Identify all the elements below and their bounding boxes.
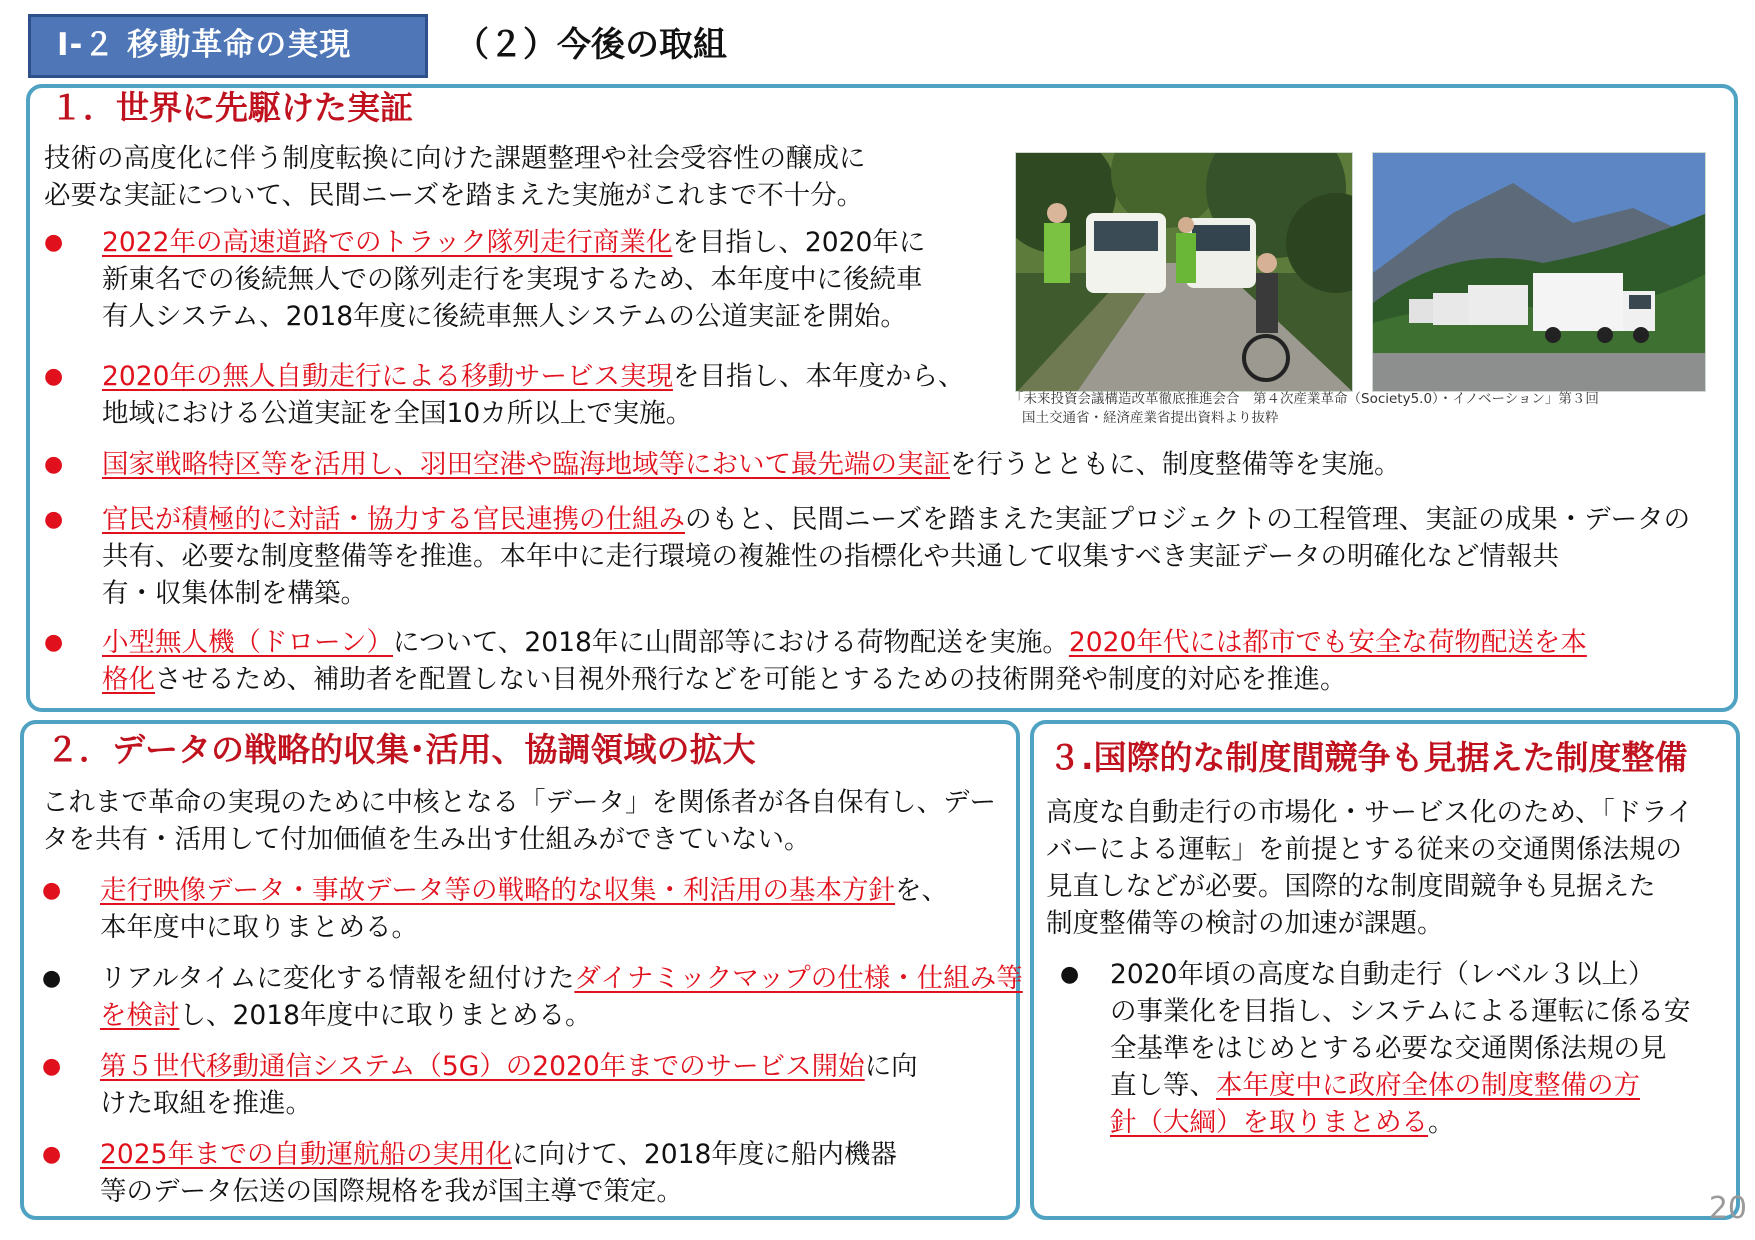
page-subtitle: （２）今後の取組 bbox=[455, 25, 727, 65]
page-number: 20 bbox=[1708, 1191, 1747, 1226]
truck-photo-illustration bbox=[1373, 153, 1706, 392]
section2-bullet-4 bbox=[42, 1136, 1012, 1210]
section2-bullet-3-text: に向 bbox=[864, 1051, 918, 1082]
section2-bullet-2-text: リアルタイムに変化する情報を紐付けた bbox=[100, 963, 575, 994]
section2-bullet-4-text: に向けて、2018年度に船内機器 bbox=[511, 1139, 897, 1170]
section2-bullet-3-highlight: 第５世代移動通信システム（5G）の2020年までのサービス開始 bbox=[100, 1051, 865, 1082]
bullet-dot-icon: ● bbox=[42, 1054, 62, 1079]
section3-bullet-1-line1: 2020年頃の高度な自動走行（レベル３以上） bbox=[1110, 959, 1655, 990]
section1-bullet-2 bbox=[44, 358, 1004, 432]
section2-bullet-1-highlight: 走行映像データ・事故データ等の戦略的な収集・利活用の基本方針 bbox=[100, 875, 895, 906]
section3-bullet-1-line4: 直し等、 bbox=[1110, 1070, 1216, 1101]
section1-bullet-2-text: を目指し、本年度から、 bbox=[672, 361, 965, 392]
section3-bullet-1-line5: 。 bbox=[1428, 1107, 1455, 1138]
section1-bullet-4-highlight: 官民が積極的に対話・協力する官民連携の仕組み bbox=[102, 504, 685, 535]
section2-intro-line2: タを共有・活用して付加価値を生み出す仕組みができていない。 bbox=[42, 824, 811, 855]
section1-bullet-5-highlight-3: 格化 bbox=[102, 664, 155, 695]
bullet-dot-icon: ● bbox=[44, 364, 64, 389]
section3-bullet-1-line2: の事業化を目指し、システムによる運転に係る安 bbox=[1110, 996, 1691, 1027]
section1-bullet-1-highlight: 2022年の高速道路でのトラック隊列走行商業化 bbox=[102, 227, 673, 258]
section3-intro-line2: バーによる運転」を前提とする従来の交通関係法規の bbox=[1046, 834, 1682, 865]
section-tag: Ⅰ-２ 移動革命の実現 bbox=[28, 14, 428, 78]
section1-bullet-5-text: について、2018年に山間部等における荷物配送を実施。 bbox=[392, 627, 1069, 658]
section3-title: ３.国際的な制度間競争も見据えた制度整備 bbox=[1048, 738, 1688, 777]
photo-caption-line1: 「未来投資会議構造改革徹底推進会合 第４次産業革命（Society5.0）・イノベーション」第３回 bbox=[1010, 391, 1599, 407]
section1-bullet-3-text: を行うとともに、制度整備等を実施。 bbox=[950, 449, 1401, 480]
section3-intro-line3: 見直しなどが必要。国際的な制度間競争も見据えた bbox=[1046, 871, 1656, 902]
section1-bullet-2-highlight: 2020年の無人自動走行による移動サービス実現 bbox=[102, 361, 673, 392]
bullet-dot-icon: ● bbox=[44, 507, 64, 532]
section1-intro-line1: 技術の高度化に伴う制度転換に向けた課題整理や社会受容性の醸成に bbox=[44, 143, 866, 174]
section1-bullet-4-line2: 共有、必要な制度整備等を推進。本年中に走行環境の複雑性の指標化や共通して収集すべき実証データの明確化など情報共 bbox=[102, 541, 1559, 572]
section2-title: ２．データの戦略的収集･活用、協調領域の拡大 bbox=[46, 730, 756, 769]
section1-bullet-4-text: のもと、民間ニーズを踏まえた実証プロジェクトの工程管理、実証の成果・データの bbox=[685, 504, 1691, 535]
section1-bullet-5-highlight-2: 2020年代には都市でも安全な荷物配送を本 bbox=[1068, 627, 1587, 658]
section1-bullet-3-highlight: 国家戦略特区等を活用し、羽田空港や臨海地域等において最先端の実証 bbox=[102, 449, 950, 480]
bullet-dot-icon: ● bbox=[44, 230, 64, 255]
section3-panel bbox=[1030, 720, 1740, 1220]
section2-bullet-2-line2: し、2018年度中に取りまとめる。 bbox=[179, 1000, 592, 1031]
section1-bullet-4-line3: 有・収集体制を構築。 bbox=[102, 578, 367, 609]
section3-intro-line1: 高度な自動走行の市場化・サービス化のため、「ドライ bbox=[1046, 797, 1694, 828]
truck-platooning-photo bbox=[1372, 152, 1706, 392]
section3-bullet-1-line3: 全基準をはじめとする必要な交通関係法規の見 bbox=[1110, 1033, 1667, 1064]
section1-bullet-5-highlight: 小型無人機（ドローン） bbox=[102, 627, 393, 658]
section2-bullet-4-line2: 等のデータ伝送の国際規格を我が国主導で策定。 bbox=[100, 1176, 683, 1207]
section1-intro-line2: 必要な実証について、民間ニーズを踏まえた実施がこれまで不十分。 bbox=[44, 180, 864, 211]
section1-title: １．世界に先駆けた実証 bbox=[50, 88, 413, 127]
section1-bullet-5 bbox=[44, 624, 1734, 698]
autonomous-shuttle-photo bbox=[1015, 152, 1353, 392]
section3-bullet-1-highlight: 本年度中に政府全体の制度整備の方 bbox=[1216, 1070, 1640, 1101]
section2-intro-line1: これまで革命の実現のために中核となる「データ」を関係者が各自保有し、デー bbox=[42, 787, 996, 818]
section2-bullet-1 bbox=[42, 872, 1012, 946]
bullet-dot-icon: ● bbox=[42, 1142, 62, 1167]
section1-bullet-2-line2: 地域における公道実証を全国10カ所以上で実施。 bbox=[102, 398, 693, 429]
section1-bullet-1-line3: 有人システム、2018年度に後続車無人システムの公道実証を開始。 bbox=[102, 301, 907, 332]
section2-panel bbox=[20, 720, 1023, 1220]
section1-bullet-1 bbox=[44, 224, 1004, 335]
section2-bullet-2-highlight: ダイナミックマップの仕様・仕組み等 bbox=[574, 963, 1023, 994]
section1-bullet-3 bbox=[44, 446, 1724, 483]
section1-bullet-1-text: を目指し、2020年に bbox=[672, 227, 926, 258]
section2-bullet-3-line2: けた取組を推進。 bbox=[100, 1088, 312, 1119]
section1-bullet-5-line2: させるため、補助者を配置しない目視外飛行などを可能とするための技術開発や制度的対応を推進。 bbox=[155, 664, 1347, 695]
bullet-dot-icon: ● bbox=[44, 452, 64, 477]
section2-bullet-1-text: を、 bbox=[895, 875, 948, 906]
section2-bullet-2-highlight-2: を検討 bbox=[100, 1000, 180, 1031]
section2-bullet-1-line2: 本年度中に取りまとめる。 bbox=[100, 912, 418, 943]
section2-bullet-4-highlight: 2025年までの自動運航船の実用化 bbox=[100, 1139, 512, 1170]
photo-caption bbox=[1010, 390, 1710, 428]
section2-bullet-3 bbox=[42, 1048, 1012, 1122]
photo-caption-line2: 国土交通省・経済産業省提出資料より抜粋 bbox=[1022, 410, 1279, 426]
section3-intro-line4: 制度整備等の検討の加速が課題。 bbox=[1046, 908, 1444, 939]
bullet-dot-icon: ● bbox=[1060, 962, 1080, 987]
bullet-dot-icon: ● bbox=[42, 878, 62, 903]
section3-bullet-1 bbox=[1060, 956, 1730, 1146]
section1-bullet-1-line2: 新東名での後続無人での隊列走行を実現するため、本年度中に後続車 bbox=[102, 264, 923, 295]
bullet-dot-icon: ● bbox=[42, 966, 62, 991]
section3-bullet-1-highlight-2: 針（大綱）を取りまとめる bbox=[1110, 1107, 1428, 1138]
section2-bullet-2 bbox=[42, 960, 1023, 1034]
bullet-dot-icon: ● bbox=[44, 630, 64, 655]
shuttle-photo-illustration bbox=[1016, 153, 1353, 392]
section1-bullet-4 bbox=[44, 501, 1734, 612]
